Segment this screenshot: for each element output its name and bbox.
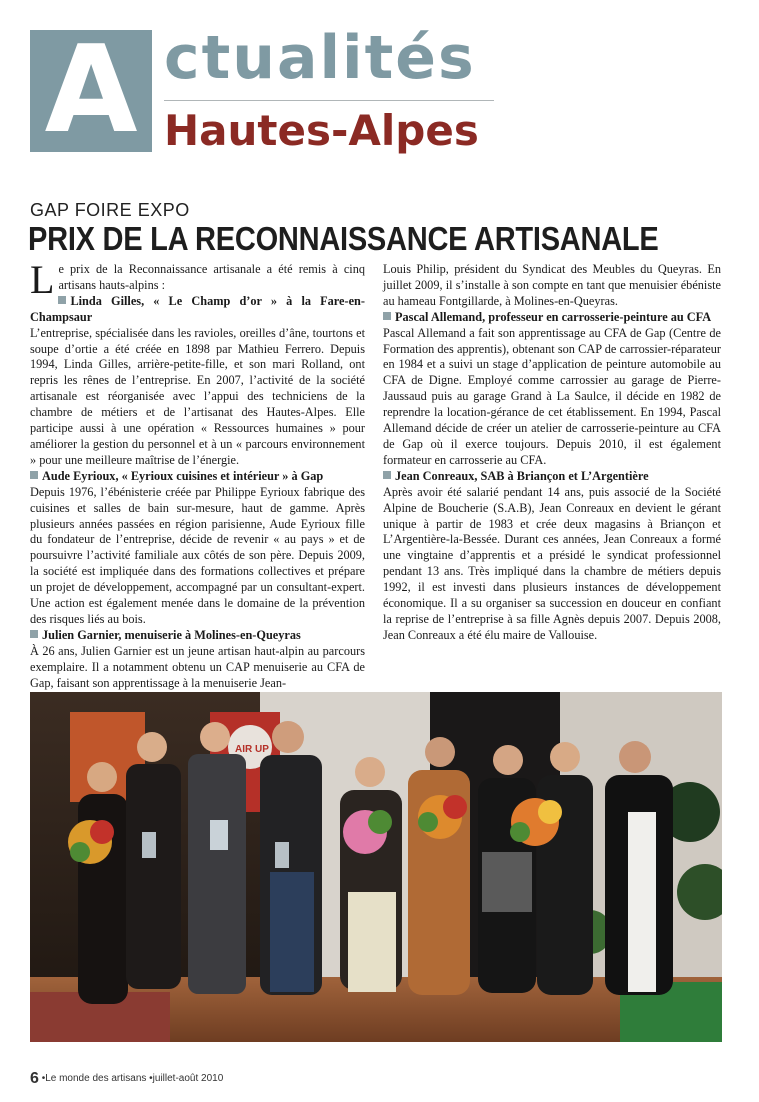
section-title: Pascal Allemand, professeur en carrosserie-peinture au CFA [383,310,721,326]
page-footer [30,1070,223,1088]
dropcap: L [30,257,55,302]
bullet-square-icon [383,471,391,479]
bullet-square-icon [383,312,391,320]
page-number: 6 [30,1070,39,1087]
masthead-title: ctualités [164,23,476,93]
bullet-square-icon [58,296,66,304]
award-group-photo [30,692,722,1042]
article-intro [30,257,365,302]
masthead-region: Hautes-Alpes [164,106,479,155]
masthead-initial: A [44,21,138,160]
section-title: Jean Conreaux, SAB à Briançon et L’Argentière [383,469,721,485]
section-body-part-1 [30,644,365,692]
section-title: Linda Gilles, « Le Champ d’or » à la Fare-en-Champsaur [30,293,365,324]
intro-text: e prix de la Reconnaissance artisanale a été remis à cinq artisans hauts-alpins : [58,262,365,292]
section-body-part-2: Louis Philip, président du Syndicat des Meubles du Queyras. En juillet 2009, il s’installe à son compte en tant que menuisier ébéniste au hameau Fontgillarde, à Molines-en-Queyras. [383,262,721,308]
article-column-left [30,257,365,691]
masthead-divider [164,100,494,101]
trophy-icon [275,842,289,868]
section-body: Après avoir été salarié pendant 14 ans, puis associé de la Société Alpine de Boucherie (S.A.B), Jean Conreaux en devient le gérant unique à partir de 1983 et crée deux magasins à Briançon et L’Argentière-la-Bessée. Durant ces années, Jean Conreaux a formé une vingtaine d’apprentis et a présidé le syndicat professionnel pendant 13 ans. Très impliqué dans la chambre de métiers depuis 1992, il est investi dans plusieurs instances de développement économique. Il a su organiser sa succession en douceur en confiant la reprise de l’entreprise à sa fille Agnès depuis 2007. Depuis 2008, Jean Conreaux a été élu maire de Vallouise. [383,484,721,642]
section-title: Aude Eyrioux, « Eyrioux cuisines et intérieur » à Gap [30,469,365,485]
footer-separator: • [41,1073,46,1084]
banner-text: AIR UP [235,744,269,755]
section-body: L’entreprise, spécialisée dans les ravioles, oreilles d’âne, tourtons et soupe d’ortie a été créée en 1898 par Mathieu Ferrero. Depuis 1994, Linda Gilles, arrière-petite-fille, et son mari Rolland, ont repris les rênes de l’entreprise. En 2007, l’activité de la société artisanale est réorganisée avec l’appui des techniciens de la chambre de métiers et de l’artisanat des Hautes-Alpes. Elle participe aussi à une opération « Ressources humaines » pour améliorer la gestion du personnel et à un « parcours environnement » pour une meilleure maîtrise de l’énergie. [30,325,365,467]
section-body: Depuis 1976, l’ébénisterie créée par Philippe Eyrioux fabrique des cuisines et salles de bain sur-mesure, haut de gamme. Après plusieurs années passées en région parisienne, Aude Eyrioux fille du fondateur de l’entreprise, décide de revenir « au pays » et de poursuivre l’activité familiale aux côtés de son père. Depuis 2009, la société est impliquée dans des formations collectives et prépare un projet de développement, accompagné par un consultant-expert. Une action est également menée dans le domaine de la prévention des risques liés au bois. [30,484,365,626]
section-body: Pascal Allemand a fait son apprentissage au CFA de Gap (Centre de Formation des apprentis), obtenant son CAP de carrossier-réparateur en 1984 et a suivi un stage d’application de peinture automobile au CFA de Digne. Employé comme carrossier au garage de Pierre-Jaussaud puis au garage Grand à La Saulce, il décide en 1982 de reprendre la location-gérance de cet établissement. En 1994, Pascal Allemand décide de créer un atelier de carrosserie-peinture au CFA de Gap où il exerce toujours. Depuis 2010, il est également formateur en carrosserie au CFA. [383,325,721,467]
article-headline: PRIX DE LA RECONNAISSANCE ARTISANALE [28,220,659,257]
section-body-part-1: À 26 ans, Julien Garnier est un jeune artisan haut-alpin au parcours exemplaire. Il a notamment obtenu un CAP menuiserie au CFA de Gap, faisant son apprentissage à la menuiserie Jean- [30,643,365,690]
trophy-icon [142,832,156,858]
bullet-square-icon [30,630,38,638]
issue-date: juillet-août 2010 [152,1073,224,1084]
section-title: Julien Garnier, menuiserie à Molines-en-Queyras [30,628,365,644]
article-kicker: GAP FOIRE EXPO [30,200,190,220]
trophy-icon [210,820,228,850]
article-column-right [383,262,721,644]
magazine-name: Le monde des artisans [45,1073,147,1084]
footer-separator: • [149,1073,153,1084]
bullet-square-icon [30,471,38,479]
section-body-part-2 [383,262,721,310]
